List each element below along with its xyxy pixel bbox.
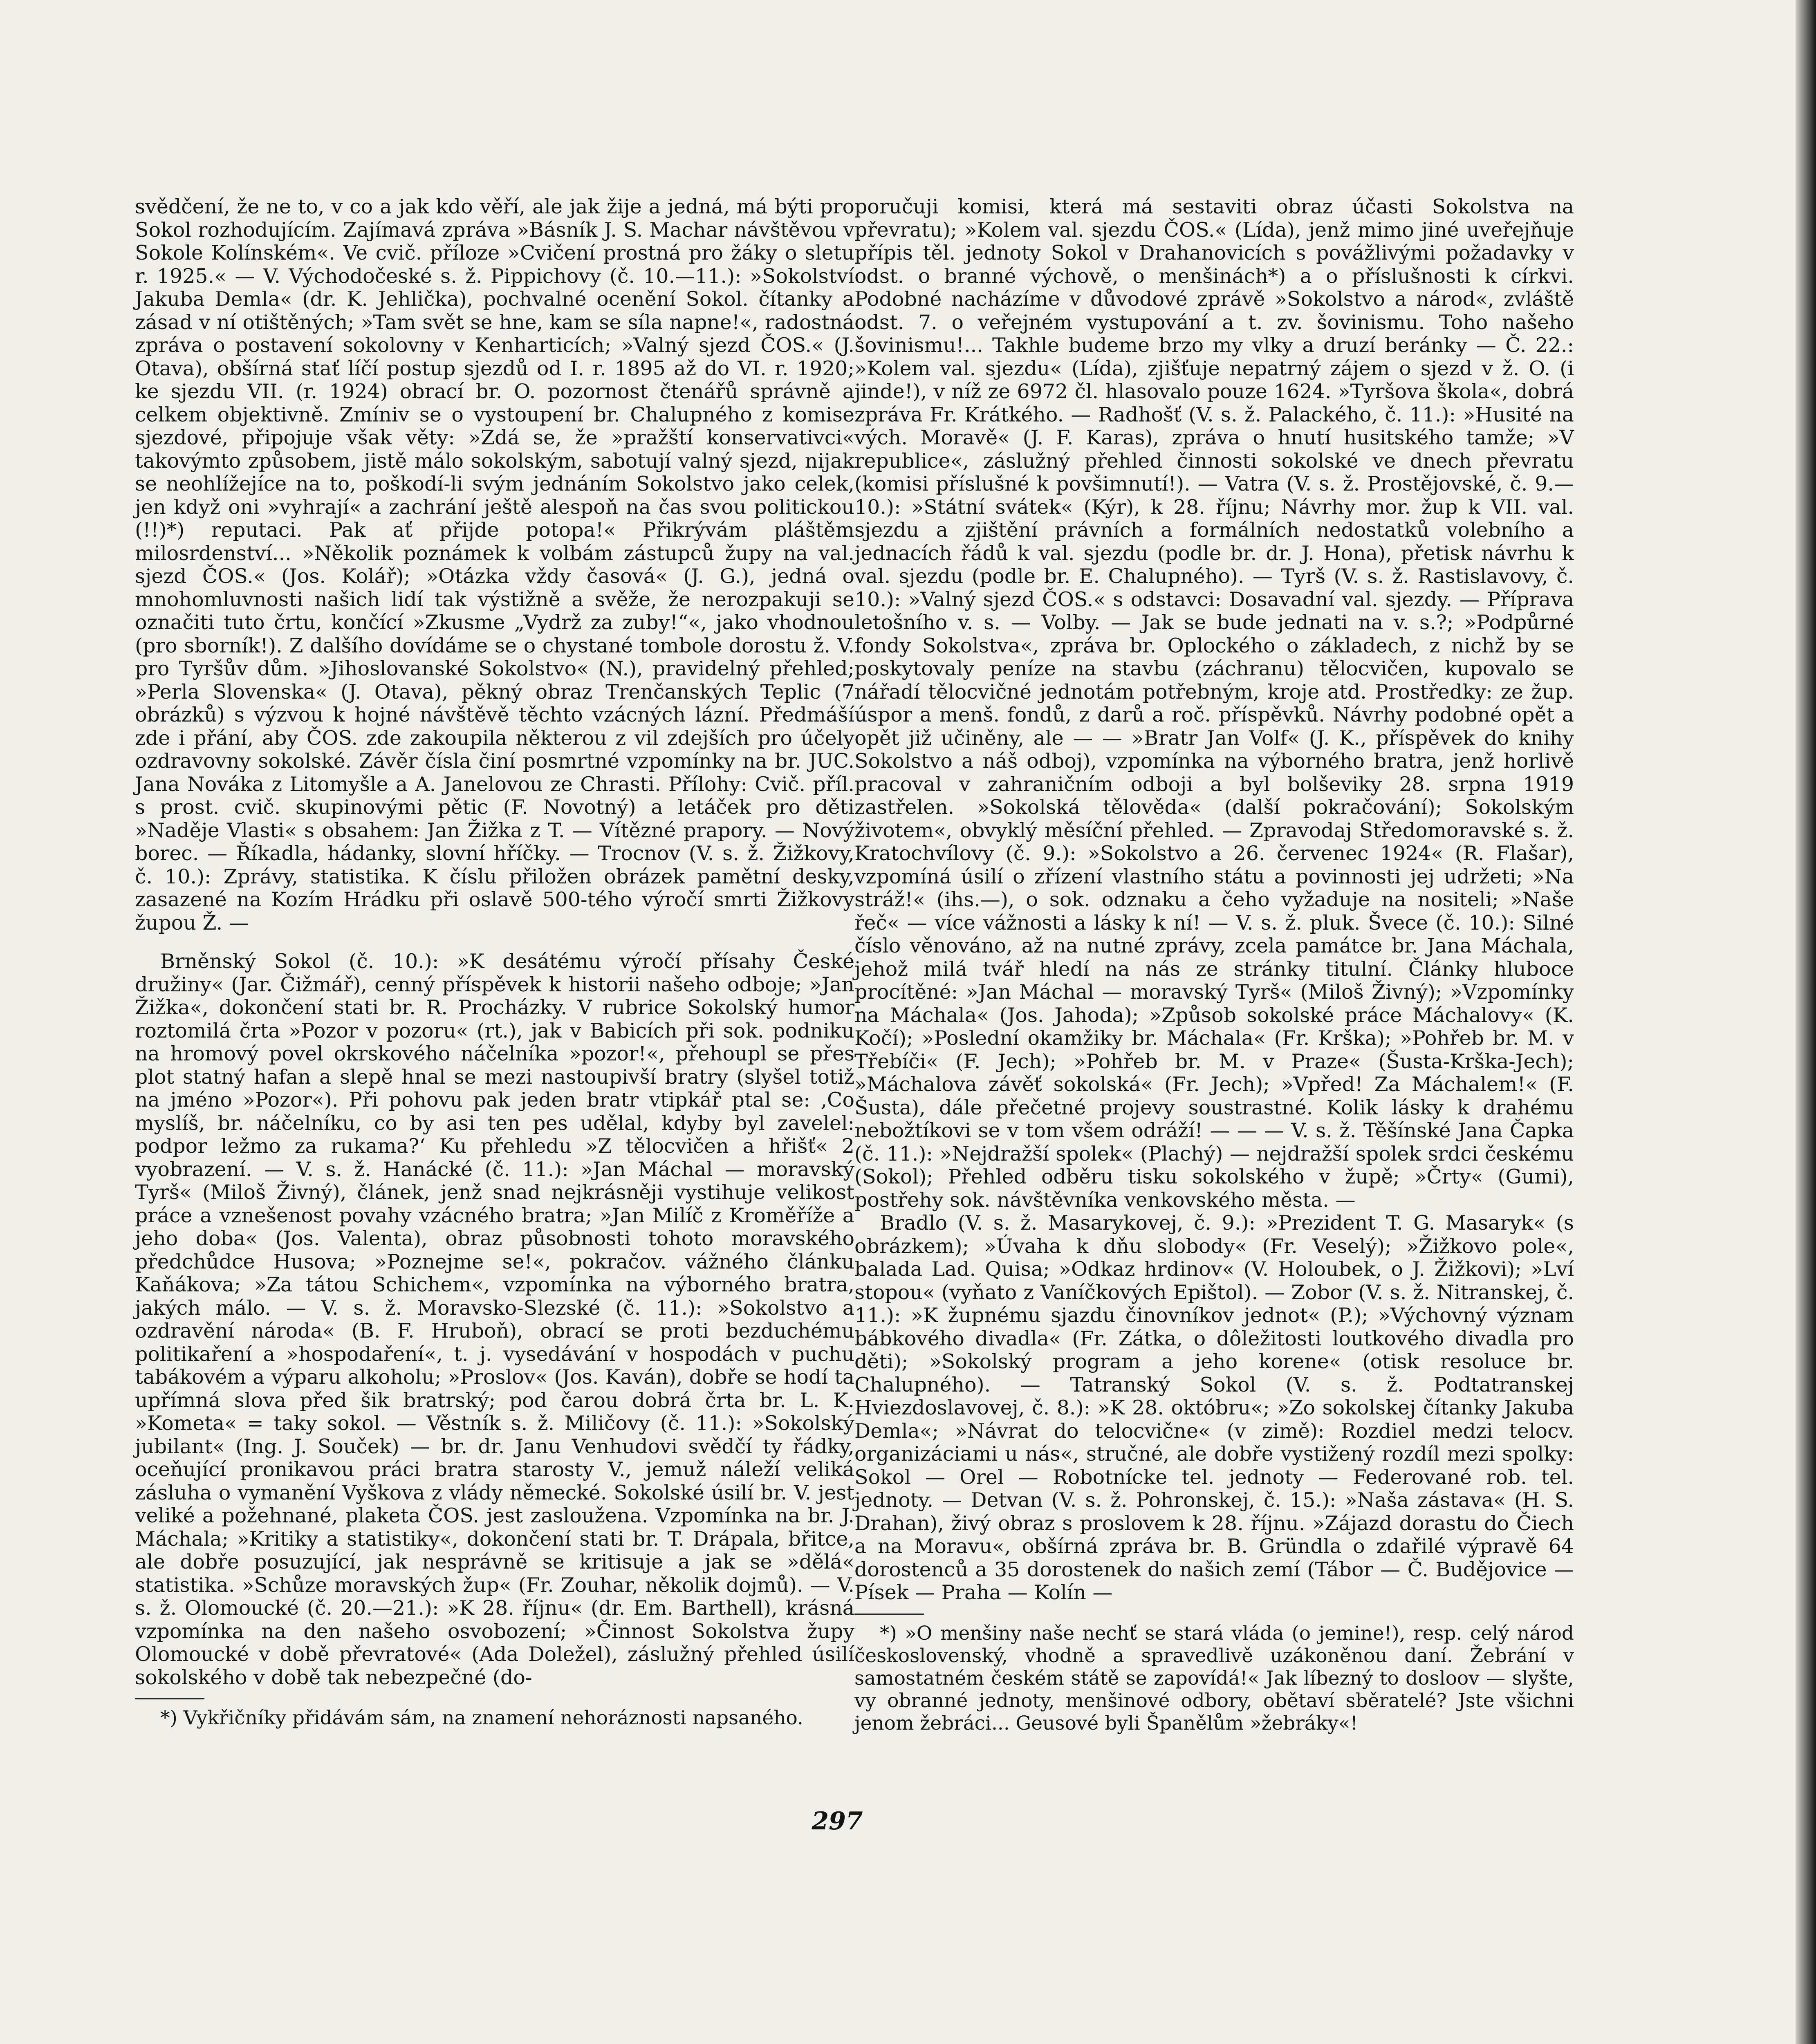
left-column <box>135 195 854 1729</box>
scan-edge-right <box>1796 0 1816 2044</box>
right-paragraph-2: Bradlo (V. s. ž. Masarykovej, č. 9.): »Prezident T. G. Masaryk« (s obrázkem); »Úvaha k dňu slobody« (Fr. Veselý); »Žižkovo pole«, balada Lad. Quisa; »Odkaz hrdinov« (V. Holoubek, o J. Žižkovi); »Lví stopou« (vyňato z Vaníčkových Epištol). — Zobor (V. s. ž. Nitranskej, č. 11.): »K župnému sjazdu činovníkov jednot« (P.); »Výchovný význam bábkového divadla« (Fr. Zátka, o dôležitosti loutkového divadla pro děti); »Sokolský program a jeho korene« (otisk resoluce br. Chalupného). — Tatranský Sokol (V. s. ž. Podtatranskej Hviezdoslavovej, č. 8.): »K 28. októbru«; »Zo sokolskej čítanky Jakuba Demla«; »Návrat do telocvične« (v zimě): Rozdiel medzi telocv. organizáciami u nás«, stručné, ale dobře vystižený rozdíl mezi spolky: Sokol — Orel — Robotnícke tel. jednoty — Federované rob. tel. jednoty. — Detvan (V. s. ž. Pohronskej, č. 15.): »Naša zástava« (H. S. Drahan), živý obraz s proslovem k 28. říjnu. »Zájazd dorastu do Čiech a na Moravu«, obšírná zpráva br. B. Gründla o zdařilé výpravě 64 dorostenců a 35 dorostenek do našich zemí (Tábor — Č. Budějovice — Písek — Praha — Kolín — <box>854 1211 1574 1604</box>
page-number: 297 <box>812 1807 863 1836</box>
left-paragraph-2: Brněnský Sokol (č. 10.): »K desátému výročí přísahy České družiny« (Jar. Čižmář), cenný příspěvek k historii našeho odboje; »Jan Žižka«, dokončení stati br. R. Procházky. V rubrice Sokolský humor roztomilá črta »Pozor v pozoru« (rt.), jak v Babicích při sok. podniku na hromový povel okrskového náčelníka »pozor!«, přehoupl se přes plot statný hafan a slepě hnal se mezi nastoupivší bratry (slyšel totiž na jméno »Pozor«). Při pohovu pak jeden bratr vtipkář ptal se: ‚Co myslíš, br. náčelníku, co by asi ten pes udělal, kdyby byl zavelel: podpor ležmo za rukama?‘ Ku přehledu »Z tělocvičen a hřišť« 2 vyobrazení. — V. s. ž. Hanácké (č. 11.): »Jan Máchal — moravský Tyrš« (Miloš Živný), článek, jenž snad nejkrásněji vystihuje velikost práce a vznešenost povahy vzácného bratra; »Jan Milíč z Kroměříže a jeho doba« (Jos. Valenta), obraz působnosti tohoto moravského předchůdce Husova; »Poznejme se!«, pokračov. vážného článku Kaňákova; »Za tátou Schichem«, vzpomínka na výborného bratra, jakých málo. — V. s. ž. Moravsko-Slezské (č. 11.): »Sokolstvo a ozdravění národa« (B. F. Hruboň), obrací se proti bezduchému politikaření a »hospodaření«, t. j. vysedávání v hospodách v puchu tabákovém a výparu alkoholu; »Proslov« (Jos. Kaván), dobře se hodí ta upřímná slova před šik bratrský; pod čarou dobrá črta br. L. K. »Kometa« = taky sokol. — Věstník s. ž. Miličovy (č. 11.): »Sokolský jubilant« (Ing. J. Souček) — br. dr. Janu Venhudovi svědčí ty řádky, oceňující pronikavou práci bratra starosty V., jemuž náleží veliká zásluha o vymanění Vyškova z vlády německé. Sokolské úsilí br. V. jest veliké a požehnané, plaketa ČOS. jest zasloužena. Vzpomínka na br. J. Máchala; »Kritiky a statistiky«, dokončení stati br. T. Drápala, břitce, ale dobře posuzující, jak nesprávně se kritisuje a jak se »dělá« statistika. »Schůze moravských žup« (Fr. Zouhar, několik dojmů). — V. s. ž. Olomoucké (č. 20.—21.): »K 28. říjnu« (dr. Em. Barthell), krásná vzpomínka na den našeho osvobození; »Činnost Sokolstva župy Olomoucké v době převratové« (Ada Doležel), záslužný přehled úsilí sokolského v době tak nebezpečné (do- <box>135 950 854 1689</box>
right-footnote: *) »O menšiny naše nechť se stará vláda (o jemine!), resp. celý národ československý, vhodně a spravedlivě uzákoněnou daní. Žebrání v samostatném českém státě se zapovídá!« Jak líbezný to dosloov — slyšte, vy obranné jednoty, menšinové odbory, obětaví sběratelé? Jste všichni jenom žebráci... Geusové byli Španělům »žebráky«! <box>854 1622 1574 1735</box>
left-paragraph-1: svědčení, že ne to, v co a jak kdo věří, ale jak žije a jedná, má býti pro Sokol rozhodujícím. Zajímavá zpráva »Básník J. S. Machar návštěvou v Sokole Kolínském«. Ve cvič. příloze »Cvičení prostná pro žáky o sletu r. 1925.« — V. Východočeské s. ž. Pippichovy (č. 10.—11.): »Sokolství Jakuba Demla« (dr. K. Jehlička), pochvalné ocenění Sokol. čítanky a zásad v ní otištěných; »Tam svět se hne, kam se síla napne!«, radostná zpráva o postavení sokolovny v Kenharticích; »Valný sjezd ČOS.« (J. Otava), obšírná stať líčí postup sjezdů od I. r. 1895 až do VI. r. 1920; ke sjezdu VII. (r. 1924) obrací br. O. pozornost čtenářů správně a celkem objektivně. Zmíniv se o vystoupení br. Chalupného z komise sjezdové, připojuje však věty: »Zdá se, že »pražští konservativci« takovýmto způsobem, jistě málo sokolským, sabotují valný sjezd, nijak se neohlížejíce na to, poškodí-li svým jednáním Sokolstvo jako celek, jen když oni »vyhrají« a zachrání ještě alespoň na čas svou politickou (!!)*) reputaci. Pak ať přijde potopa!« Přikrývám pláštěm milosrdenství... »Několik poznámek k volbám zástupců župy na val. sjezd ČOS.« (Jos. Kolář); »Otázka vždy časová« (J. G.), jedná o mnohomluvnosti našich lidí tak výstižně a svěže, že nerozpakuji se označiti tuto črtu, končící »Zkusme „Vydrž za zuby!“«, jako vhodnou (pro sborník!). Z dalšího dovídáme se o chystané tombole dorostu ž. V. pro Tyršův dům. »Jihoslovanské Sokolstvo« (N.), pravidelný přehled; »Perla Slovenska« (J. Otava), pěkný obraz Trenčanských Teplic (7 obrázků) s výzvou k hojné návštěvě těchto vzácných lázní. Předmáší zde i přání, aby ČOS. zde zakoupila některou z vil zdejších pro účely ozdravovny sokolské. Závěr čísla činí posmrtné vzpomínky na br. JUC. Jana Nováka z Litomyšle a A. Janelovou ze Chrasti. Přílohy: Cvič. příl. s prost. cvič. skupinovými pětic (F. Novotný) a letáček pro děti »Naděje Vlasti« s obsahem: Jan Žižka z T. — Vítězné prapory. — Nový borec. — Říkadla, hádanky, slovní hříčky. — Trocnov (V. s. ž. Žižkovy, č. 10.): Zprávy, statistika. K číslu přiložen obrázek pamětní desky, zasazené na Kozím Hrádku při oslavě 500-tého výročí smrti Žižkovy župou Ž. — <box>135 195 854 935</box>
left-footnote: *) Vykřičníky přidávám sám, na znamení nehoráznosti napsaného. <box>160 1707 803 1729</box>
right-paragraph-1: poručuji komisi, která má sestaviti obraz účasti Sokolstva na převratu); »Kolem val. sjezdu ČOS.« (Lída), jenž mimo jiné uveřejňuje přípis těl. jednoty Sokol v Drahanovicích s povážlivými požadavky v odst. o branné výchově, o menšinách*) a o příslušnosti k církvi. Podobné nacházíme v důvodové zprávě »Sokolstvo a národ«, zvláště odst. 7. o veřejném vystupování a t. zv. šovinismu. Toho našeho šovinismu!... Takhle budeme brzo my vlky a druzí beránky — Č. 22.: »Kolem val. sjezdu« (Lída), zjišťuje nepatrný zájem o sjezd v ž. O. (i jinde!), v níž ze 6972 čl. hlasovalo pouze 1624. »Tyršova škola«, dobrá zpráva Fr. Krátkého. — Radhošť (V. s. ž. Palackého, č. 11.): »Husité na vých. Moravě« (J. F. Karas), zpráva o hnutí husitského tamže; »V republice«, záslužný přehled činnosti sokolské ve dnech převratu (komisi příslušné k povšimnutí!). — Vatra (V. s. ž. Prostějovské, č. 9.—10.): »Státní svátek« (Kýr), k 28. říjnu; Návrhy mor. žup k VII. val. sjezdu a zjištění právních a formálních nedostatků volebního a jednacích řádů k val. sjezdu (podle br. dr. J. Hona), přetisk návrhu k val. sjezdu (podle br. E. Chalupného). — Tyrš (V. s. ž. Rastislavovy, č. 10.): »Valný sjezd ČOS.« s odstavci: Dosavadní val. sjezdy. — Příprava letošního v. s. — Volby. — Jak se bude jednati na v. s.?; »Podpůrné fondy Sokolstva«, zpráva br. Oplockého o základech, z nichž by se poskytovaly peníze na stavbu (záchranu) tělocvičen, kupovalo se nářadí tělocvičné jednotám potřebným, kroje atd. Prostředky: ze žup. úspor a menš. fondů, z darů a roč. příspěvků. Návrhy podobné opět a opět již učiněny, ale — — »Bratr Jan Volf« (J. K., příspěvek do knihy Sokolstvo a náš odboj), vzpomínka na výborného bratra, jenž horlivě pracoval v zahraničním odboji a byl bolševiky 28. srpna 1919 zastřelen. »Sokolská tělověda« (další pokračování); Sokolským životem«, obvyklý měsíční přehled. — Zpravodaj Středomoravské s. ž. Kratochvílovy (č. 9.): »Sokolstvo a 26. červenec 1924« (R. Flašar), vzpomíná úsilí o zřízení vlastního státu a povinnosti jej udržeti; »Na stráž!« (ihs.—), o sok. odznaku a čeho vyžaduje na nositeli; »Naše řeč« — více vážnosti a lásky k ní! — V. s. ž. pluk. Švece (č. 10.): Silné číslo věnováno, až na nutné zprávy, zcela památce br. Jana Máchala, jehož milá tvář hledí na nás ze stránky titulní. Články hluboce procítěné: »Jan Máchal — moravský Tyrš« (Miloš Živný); »Vzpomínky na Máchala« (Jos. Jahoda); »Způsob sokolské práce Máchalovy« (K. Kočí); »Poslední okamžiky br. Máchala« (Fr. Krška); »Pohřeb br. M. v Třebíči« (F. Jech); »Pohřeb br. M. v Praze« (Šusta-Krška-Jech); »Máchalova závěť sokolská« (Fr. Jech); »Vpřed! Za Máchalem!« (F. Šusta), dále přečetné projevy soustrastné. Kolik lásky k drahému nebožtíkovi se v tom všem odráží! — — — V. s. ž. Těšínské Jana Čapka (č. 11.): »Nejdražší spolek« (Plachý) — nejdražší spolek srdci českému (Sokol); Přehled odběru tisku sokolského v župě; »Črty« (Gumi), postřehy sok. návštěvníka venkovského města. — <box>854 195 1574 1212</box>
right-column <box>854 195 1574 1735</box>
footnote-divider <box>854 1614 924 1615</box>
footnote-divider <box>135 1698 204 1699</box>
